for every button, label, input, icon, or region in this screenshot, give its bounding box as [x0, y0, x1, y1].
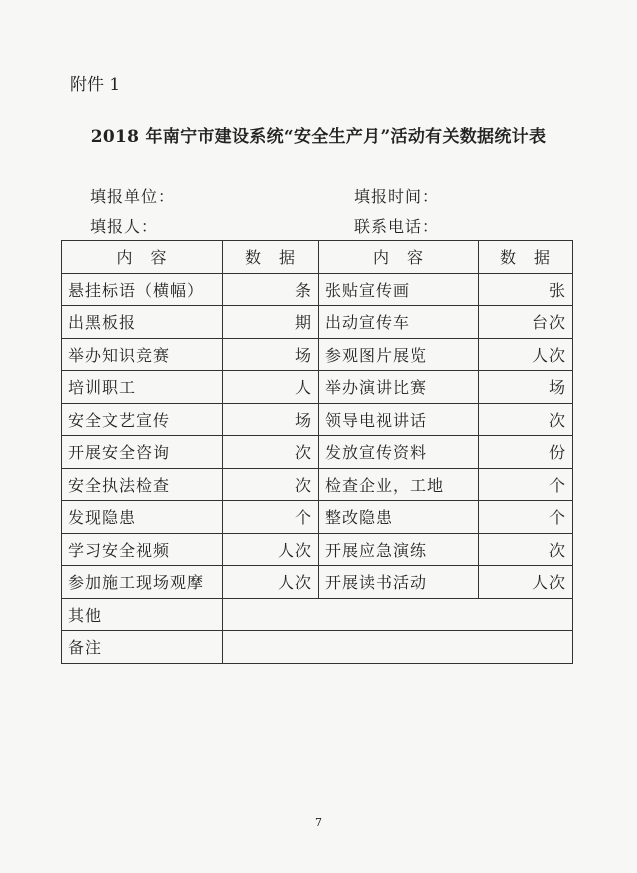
- data-cell: 人次: [223, 566, 319, 599]
- header-data-2: 数 据: [479, 241, 573, 274]
- other-row: [62, 598, 573, 631]
- row-label: 其他: [62, 598, 223, 631]
- data-cell: 场: [223, 403, 319, 436]
- item-cell: 检查企业，工地: [319, 468, 479, 501]
- table-row: [62, 371, 573, 404]
- table-row: [62, 501, 573, 534]
- data-cell: 次: [479, 403, 573, 436]
- header-data-1: 数 据: [223, 241, 319, 274]
- data-cell: 人次: [479, 338, 573, 371]
- reporting-time-label: 填报时间：: [354, 187, 440, 206]
- data-cell: 次: [223, 468, 319, 501]
- item-cell: 开展应急演练: [319, 533, 479, 566]
- table-header-row: [62, 241, 573, 274]
- item-cell: 发放宣传资料: [319, 436, 479, 469]
- item-cell: 安全文艺宣传: [62, 403, 223, 436]
- item-cell: 举办演讲比赛: [319, 371, 479, 404]
- data-cell: 份: [479, 436, 573, 469]
- item-cell: 领导电视讲话: [319, 403, 479, 436]
- item-cell: 张贴宣传画: [319, 273, 479, 306]
- item-cell: 培训职工: [62, 371, 223, 404]
- data-cell: 条: [223, 273, 319, 306]
- data-cell: 个: [479, 501, 573, 534]
- item-cell: 举办知识竞赛: [62, 338, 223, 371]
- blank-cell: [223, 631, 573, 664]
- table-row: [62, 566, 573, 599]
- reporter-label: 填报人：: [90, 217, 159, 236]
- data-cell: 个: [479, 468, 573, 501]
- statistics-table: [61, 240, 573, 664]
- data-cell: 个: [223, 501, 319, 534]
- table-row: [62, 403, 573, 436]
- data-cell: 人次: [223, 533, 319, 566]
- item-cell: 学习安全视频: [62, 533, 223, 566]
- table-row: [62, 273, 573, 306]
- data-cell: 人次: [479, 566, 573, 599]
- remark-row: [62, 631, 573, 664]
- attachment-label: 附件 1: [70, 75, 121, 95]
- item-cell: 安全执法检查: [62, 468, 223, 501]
- data-cell: 期: [223, 306, 319, 339]
- header-content-1: 内 容: [62, 241, 223, 274]
- data-cell: 次: [223, 436, 319, 469]
- item-cell: 出黑板报: [62, 306, 223, 339]
- item-cell: 出动宣传车: [319, 306, 479, 339]
- item-cell: 开展读书活动: [319, 566, 479, 599]
- data-cell: 场: [223, 338, 319, 371]
- data-cell: 场: [479, 371, 573, 404]
- table-row: [62, 533, 573, 566]
- item-cell: 整改隐患: [319, 501, 479, 534]
- row-label: 备注: [62, 631, 223, 664]
- document-title: 2018 年南宁市建设系统“安全生产月”活动有关数据统计表: [90, 127, 547, 147]
- header-content-2: 内 容: [319, 241, 479, 274]
- table-row: [62, 468, 573, 501]
- item-cell: 参加施工现场观摩: [62, 566, 223, 599]
- item-cell: 发现隐患: [62, 501, 223, 534]
- table-body: [62, 241, 573, 664]
- blank-cell: [223, 598, 573, 631]
- item-cell: 开展安全咨询: [62, 436, 223, 469]
- data-cell: 次: [479, 533, 573, 566]
- table-row: [62, 306, 573, 339]
- table-row: [62, 338, 573, 371]
- table-row: [62, 436, 573, 469]
- data-cell: 张: [479, 273, 573, 306]
- data-cell: 人: [223, 371, 319, 404]
- item-cell: 参观图片展览: [319, 338, 479, 371]
- reporting-unit-label: 填报单位：: [90, 187, 176, 206]
- contact-phone-label: 联系电话：: [354, 217, 440, 236]
- item-cell: 悬挂标语（横幅）: [62, 273, 223, 306]
- page-number: 7: [315, 816, 322, 829]
- data-cell: 台次: [479, 306, 573, 339]
